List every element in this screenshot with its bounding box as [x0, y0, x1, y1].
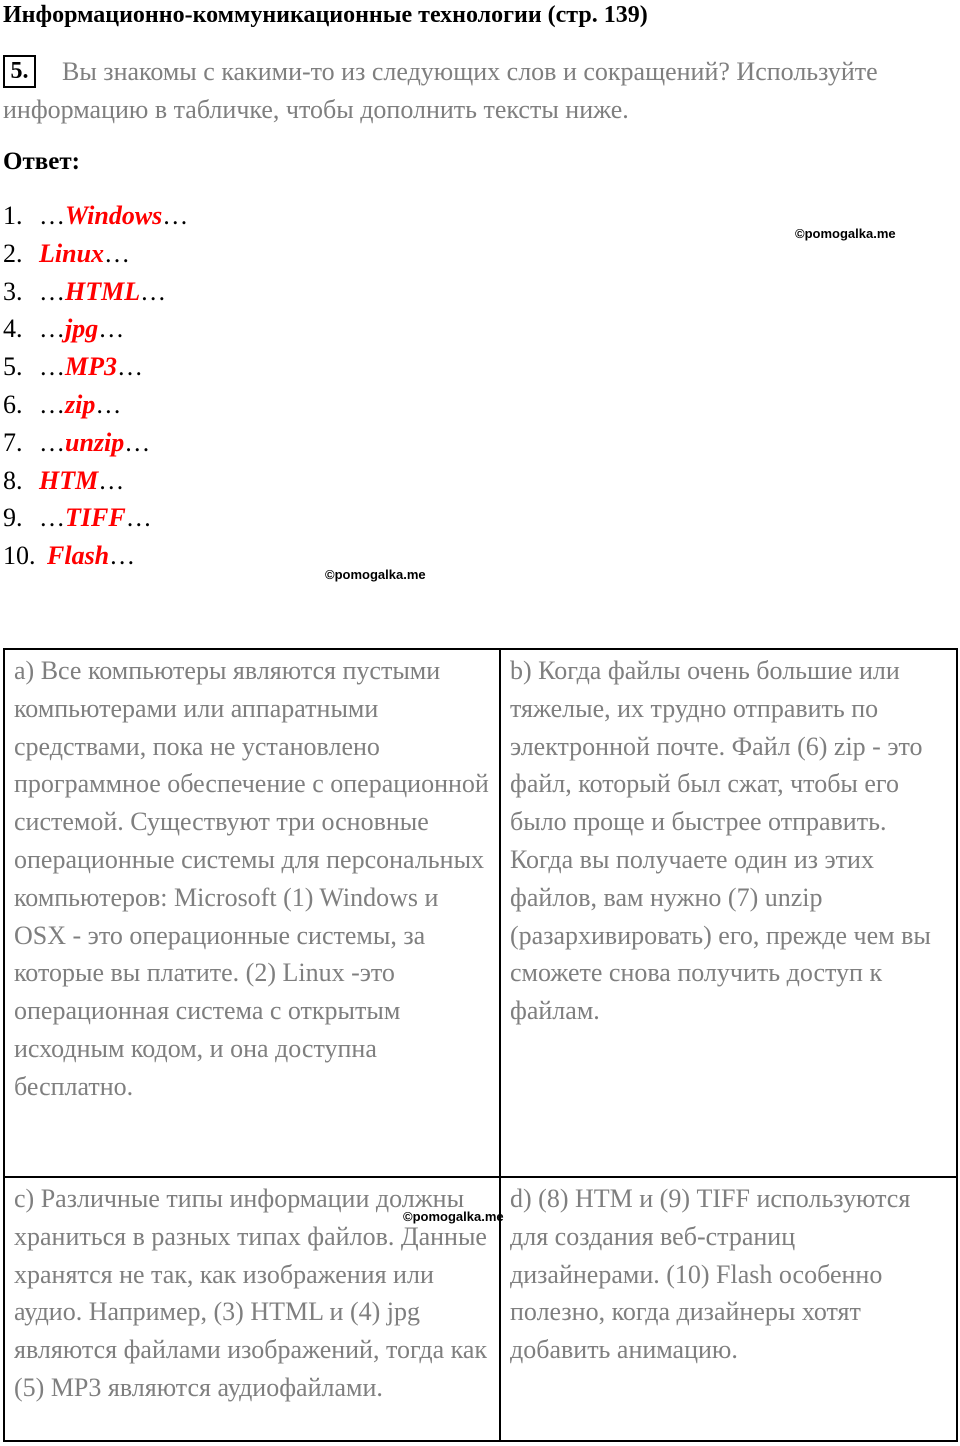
answer-item [3, 424, 188, 462]
answer-item [3, 462, 188, 500]
answer-suffix: … [98, 314, 125, 344]
answer-number: 2. [3, 238, 23, 268]
answer-number: 8. [3, 465, 23, 495]
table-row [4, 649, 957, 1177]
info-table [3, 648, 958, 1442]
page-title: Информационно-коммуникационные технологии (стр. 139) [3, 2, 648, 28]
answer-number: 5. [3, 352, 23, 382]
watermark: ©pomogalka.me [325, 567, 426, 582]
answer-number: 9. [3, 503, 23, 533]
answer-word: HTM [39, 465, 99, 495]
answer-item [3, 348, 188, 386]
answer-suffix: … [140, 276, 167, 306]
answer-number: 4. [3, 314, 23, 344]
table-cell-c: c) Различные типы информации должны храниться в разных типах файлов. Данные хранятся не так, как изображения или аудио. Например, (3) HTML и (4) jpg являются файлами изображений, тогда как (5) MP3 являются аудиофайлами. [4, 1177, 500, 1441]
answer-suffix: … [95, 389, 122, 419]
answer-list [3, 197, 188, 575]
answer-word: MP3 [65, 352, 117, 382]
task-block [3, 53, 953, 129]
answer-suffix: … [117, 352, 143, 382]
answer-item [3, 386, 188, 424]
answer-prefix: … [39, 201, 65, 230]
answer-suffix: … [162, 201, 189, 230]
answer-suffix: … [124, 427, 151, 457]
answer-number: 1. [3, 201, 23, 230]
answer-item [3, 499, 188, 537]
answer-word: Linux [39, 238, 105, 268]
answer-suffix: … [125, 503, 152, 533]
answer-label: Ответ: [3, 148, 80, 175]
answer-prefix: … [39, 427, 65, 457]
task-text: Вы знакомы с какими-то из следующих слов и сокращений? Используйте информацию в табличке, чтобы дополнить тексты ниже. [3, 57, 878, 124]
answer-prefix: … [39, 352, 65, 382]
answer-suffix: … [98, 465, 125, 495]
answer-prefix: … [39, 389, 65, 419]
table-cell-d: d) (8) HTM и (9) TIFF используются для создания веб-страниц дизайнерами. (10) Flash особенно полезно, когда дизайнеры хотят добавить анимацию. [500, 1177, 957, 1441]
answer-word: HTML [65, 276, 141, 306]
answer-word: zip [65, 389, 96, 419]
answer-suffix: … [104, 238, 131, 268]
answer-number: 3. [3, 276, 23, 306]
task-number: 5. [3, 55, 36, 88]
answer-number: 7. [3, 427, 23, 457]
watermark: ©pomogalka.me [795, 226, 896, 241]
answer-word: Flash [47, 541, 110, 571]
answer-item [3, 273, 188, 311]
answer-suffix: … [109, 541, 136, 571]
table-cell-b: b) Когда файлы очень большие или тяжелые, их трудно отправить по электронной почте. Файл (6) zip - это файл, который был сжат, чтобы его было проще и быстрее отправить. Когда вы получаете один из этих файлов, вам нужно (7) unzip (разархивировать) его, прежде чем вы сможете снова получить доступ к файлам. [500, 649, 957, 1177]
answer-number: 6. [3, 389, 23, 419]
table-cell-a: a) Все компьютеры являются пустыми компьютерами или аппаратными средствами, пока не установлено программное обеспечение с операционной системой. Существуют три основные операционные системы для персональных компьютеров: Microsoft (1) Windows и OSX - это операционные системы, за которые вы платите. (2) Linux -это операционная система с открытым исходным кодом, и она доступна бесплатно. [4, 649, 500, 1177]
answer-item [3, 537, 188, 575]
answer-item [3, 197, 188, 235]
answer-word: jpg [65, 314, 99, 344]
answer-word: unzip [65, 427, 125, 457]
answer-number: 10. [3, 541, 36, 571]
watermark: ©pomogalka.me [403, 1209, 504, 1224]
answer-item [3, 235, 188, 273]
answer-prefix: … [39, 276, 65, 306]
answer-prefix: … [39, 314, 65, 344]
answer-word: Windows [65, 201, 163, 230]
answer-item [3, 310, 188, 348]
answer-prefix: … [39, 503, 65, 533]
answer-word: TIFF [65, 503, 126, 533]
